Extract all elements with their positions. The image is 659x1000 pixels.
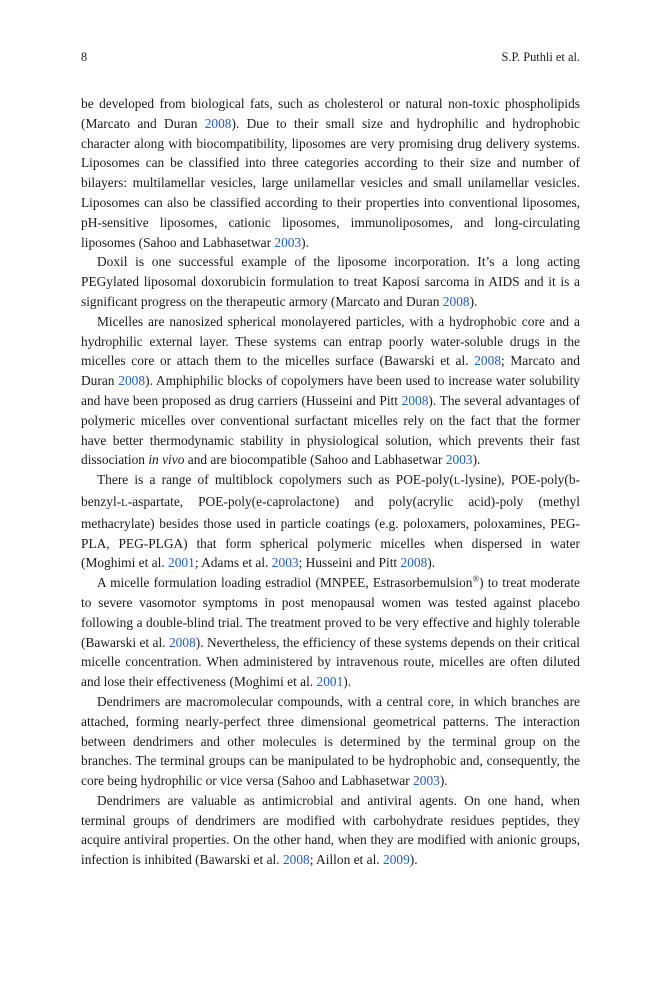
page-header xyxy=(81,50,580,68)
page-number: 8 xyxy=(81,50,88,64)
citation-link[interactable]: 2008 xyxy=(282,852,310,868)
citation-link[interactable]: 2009 xyxy=(383,852,410,868)
citation-link[interactable]: 2001 xyxy=(168,555,195,571)
paragraph-4: There is a range of multiblock copolymers such as POE-poly(L-lysine), POE-poly(b-benzyl-L-aspartate, POE-poly(e-caprolactone) and poly(acrylic acid)-poly (methyl methacrylate) besides those used in particle coatings (e.g. poloxamers, poloxamines, PEG-PLA, PEG-PLGA) that form spherical polymeric micelles when dispersed in water (Moghimi et al. 2001; Adams et al. 2003; Husseini and Pitt 2008). xyxy=(81,472,580,571)
small-caps-letter: L xyxy=(121,497,128,509)
citation-link[interactable]: 2008 xyxy=(474,353,502,369)
paragraph-1: be developed from biological fats, such as cholesterol or natural non-toxic phospholipids (Marcato and Duran 2008). Due to their small size and hydrophilic and hydrophobic character along with biocompatibility, liposomes are very promising drug delivery systems. Liposomes can be classified into three categories according to their size and number of bilayers: multilamellar vesicles, large unilamellar vesicles and small unilamellar vesicles. Liposomes can also be classified according to their properties into conventional liposomes, pH-sensitive liposomes, cationic liposomes, immunoliposomes, and long-circulating liposomes (Sahoo and Labhasetwar 2003). xyxy=(81,96,580,250)
citation-link[interactable]: 2003 xyxy=(413,773,440,789)
citation-link[interactable]: 2008 xyxy=(442,293,470,309)
paragraph-6: Dendrimers are macromolecular compounds, with a central core, in which branches are attached, forming nearly-perfect three dimensional geometrical patterns. The interaction between dendrimers and other molecules is determined by the terminal group on the branches. The terminal groups can be manipulated to be hydrophobic and, consequently, the core being hydrophilic or vice versa (Sahoo and Labhasetwar 2003). xyxy=(81,693,580,789)
citation-link[interactable]: 2008 xyxy=(118,373,146,389)
citation-link[interactable]: 2003 xyxy=(274,234,302,250)
citation-link[interactable]: 2008 xyxy=(400,555,428,571)
registered-mark: ® xyxy=(472,573,480,584)
italic-term: in vivo xyxy=(148,452,185,468)
citation-link[interactable]: 2008 xyxy=(204,115,232,131)
body-text xyxy=(81,94,580,870)
citation-link[interactable]: 2001 xyxy=(316,674,344,690)
paragraph-7: Dendrimers are valuable as antimicrobial and antiviral agents. On one hand, when terminal groups of dendrimers are modified with carbohydrate residues peptides, they acquire antiviral properties. On the other hand, when they are modified with anionic groups, infection is inhibited (Bawarski et al. 2008; Aillon et al. 2009). xyxy=(81,792,580,868)
paragraph-3: Micelles are nanosized spherical monolayered particles, with a hydrophobic core and a hydrophilic external layer. These systems can entrap poorly water-soluble drugs in the micelles core or attach them to the micelles surface (Bawarski et al. 2008; Marcato and Duran 2008). Amphiphilic blocks of copolymers have been used to increase water solubility and have been proposed as drug carriers (Husseini and Pitt 2008). The several advantages of polymeric micelles over conventional surfactant micelles rely on the fact that the former have better thermodynamic stability in physiological solution, which prevents their fast dissociation in vivo and are biocompatible (Sahoo and Labhasetwar 2003). xyxy=(81,313,580,468)
citation-link[interactable]: 2003 xyxy=(445,452,473,468)
small-caps-letter: L xyxy=(453,476,461,488)
citation-link[interactable]: 2008 xyxy=(168,634,196,650)
paragraph-5: A micelle formulation loading estradiol (MNPEE, Estrasorbemulsion®) to treat moderate to severe vasomotor symptoms in post menopausal women was tested against placebo following a double-blind trial. The treatment proved to be very effective and highly tolerable (Bawarski et al. 2008). Nevertheless, the efficiency of these systems depends on their critical micelle concentration. When administered by intravenous route, micelles are often diluted and lose their effectiveness (Moghimi et al. 2001). xyxy=(81,573,580,690)
paragraph-2: Doxil is one successful example of the liposome incorporation. It’s a long acting PEGylated liposomal doxorubicin formulation to treat Kaposi sarcoma in AIDS and it is a significant progress on the therapeutic armory (Marcato and Duran 2008). xyxy=(81,254,580,309)
citation-link[interactable]: 2003 xyxy=(271,555,299,571)
citation-link[interactable]: 2008 xyxy=(401,392,429,408)
running-head: S.P. Puthli et al. xyxy=(501,50,580,64)
